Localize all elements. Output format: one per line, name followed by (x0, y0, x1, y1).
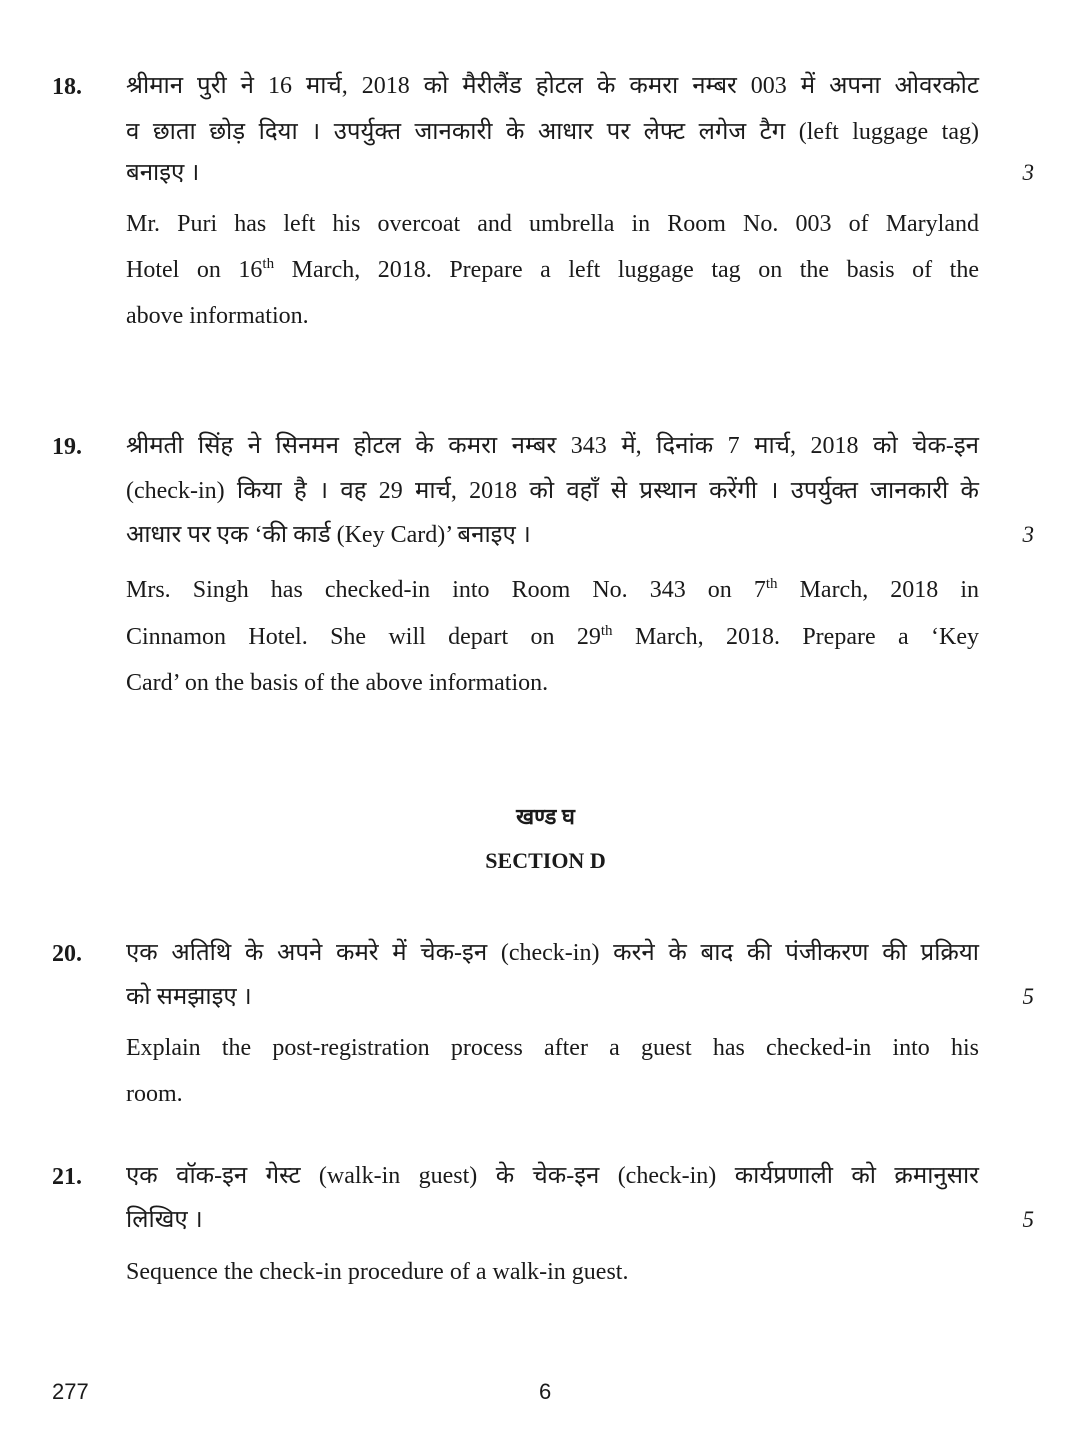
question-20-hindi-line: एक अतिथि के अपने कमरे में चेक-इन (check-in) करने के बाद की पंजीकरण की प्रक्रिया (126, 940, 979, 966)
question-number: 18. (52, 74, 82, 100)
superscript: th (600, 623, 613, 639)
text: Mrs. Singh has checked-in into Room No. 343 on 7 (126, 577, 766, 603)
question-marks: 3 (1022, 160, 1034, 185)
question-18-english-line (126, 254, 979, 286)
question-19-hindi-line: श्रीमती सिंह ने सिनमन होटल के कमरा नम्बर 343 में, दिनांक 7 मार्च, 2018 को चेक-इन (126, 433, 979, 459)
question-18-hindi-line: बनाइए । (126, 160, 200, 186)
question-20-english-line: Explain the post-registration process after a guest has checked-in into his (126, 1035, 979, 1061)
text: March, 2018 in (777, 577, 980, 603)
text: March, 2018. Prepare a ‘Key (612, 624, 979, 650)
question-marks: 5 (1022, 984, 1034, 1009)
section-heading: SECTION D (485, 848, 606, 873)
question-19-english-line (126, 621, 979, 653)
section-heading-hindi: खण्ड घ (516, 804, 575, 829)
question-20-english-line: room. (126, 1081, 183, 1107)
question-number: 21. (52, 1164, 82, 1190)
paper-code: 277 (52, 1379, 89, 1404)
page-number: 6 (539, 1379, 552, 1404)
question-marks: 3 (1022, 522, 1034, 547)
question-21-english-line: Sequence the check-in procedure of a walk-in guest. (126, 1259, 629, 1285)
question-number: 19. (52, 434, 82, 460)
superscript: th (262, 256, 275, 272)
superscript: th (765, 576, 778, 592)
question-19-english-line: Card’ on the basis of the above information. (126, 670, 549, 696)
question-marks: 5 (1022, 1207, 1034, 1232)
question-18-english-line: above information. (126, 303, 309, 329)
question-19-hindi-line: (check-in) किया है । वह 29 मार्च, 2018 को वहाँ से प्रस्थान करेंगी । उपर्युक्त जानकारी के (126, 478, 979, 504)
text: Cinnamon Hotel. She will depart on 29 (126, 624, 601, 650)
question-20-hindi-line: को समझाइए । (126, 984, 252, 1010)
question-number: 20. (52, 941, 82, 967)
question-19-hindi-line: आधार पर एक ‘की कार्ड (Key Card)’ बनाइए । (126, 522, 531, 548)
question-18-hindi-line: श्रीमान पुरी ने 16 मार्च, 2018 को मैरीलैंड होटल के कमरा नम्बर 003 में अपना ओवरकोट (126, 73, 979, 99)
question-21-hindi-line: लिखिए । (126, 1207, 203, 1233)
text: Hotel on 16 (126, 257, 263, 283)
question-18-hindi-line: व छाता छोड़ दिया । उपर्युक्त जानकारी के आधार पर लेफ्ट लगेज टैग (left luggage tag) (126, 119, 979, 145)
question-21-hindi-line: एक वॉक-इन गेस्ट (walk-in guest) के चेक-इन (check-in) कार्यप्रणाली को क्रमानुसार (126, 1163, 979, 1189)
question-18-english-line: Mr. Puri has left his overcoat and umbrella in Room No. 003 of Maryland (126, 211, 979, 237)
question-19-english-line (126, 574, 979, 606)
text: March, 2018. Prepare a left luggage tag on the basis of the (274, 257, 980, 283)
